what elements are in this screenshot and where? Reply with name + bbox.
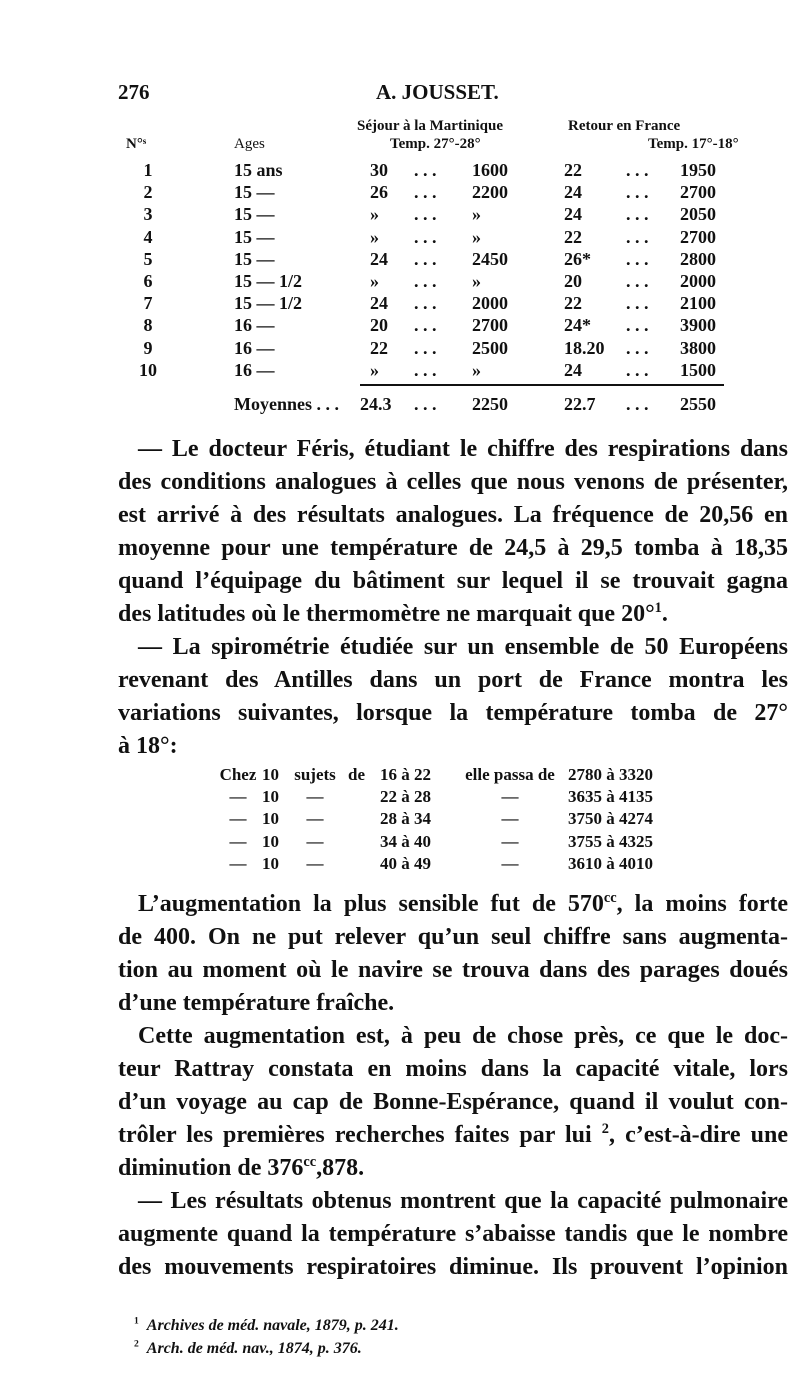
text-line: d’un voyage au cap de Bonne-Espérance, quand il voulut con- [118,1089,788,1115]
table1-cell-s-spiro: 2200 [472,182,508,203]
text-line: moyenne pour une température de 24,5 à 29,5 tomba à 18,35 [118,535,788,561]
text-line: de 400. On ne put relever qu’un seul chiffre sans augmenta- [118,924,788,950]
table2-cell: — [229,853,247,873]
paragraph-feris [118,433,788,631]
table1-cell-no: 1 [143,160,153,180]
table2-cell: Chez [219,765,257,784]
sejour-header: Séjour à la Martinique [357,118,503,134]
leader-dots: . . . [414,315,437,336]
table1-cell-r-spiro: 2800 [680,248,716,269]
text-line: variations suivantes, lorsque la température tomba de 27° [118,700,788,726]
table1-cell-s-spiro: 2500 [472,337,508,358]
moyennes-label: Moyennes . . . [234,394,339,414]
table1-cell-s-resp: 24 [370,293,388,314]
leader-dots: . . . [414,271,437,291]
table1-cell-s-resp: 22 [370,337,388,358]
leader-dots: . . . [414,337,437,358]
table1-cell-r-spiro: 3900 [680,315,716,336]
paragraph-resultats [118,1185,788,1284]
table1-cell-s-spiro: 2000 [472,293,508,314]
text-line: teur Rattray constata en moins dans la capacité vitale, lors [118,1056,788,1082]
text-line: des mouvements respiratoires diminue. Ils prouvent l’opinion [118,1254,788,1280]
text-line: — Les résultats obtenus montrent que la capacité pulmonaire [138,1188,788,1214]
table1-cell-s-spiro: » [472,226,481,247]
table2-cell: — [501,831,519,851]
table1-cell-r-resp: 26* [564,248,591,269]
table1-cell-r-spiro: 1500 [680,359,716,380]
table1-cell-no: 4 [143,226,153,247]
table2-cell: 3635 à 4135 [568,787,653,807]
paragraph-spirometrie [118,631,788,763]
table1-cell-no: 2 [143,182,153,203]
table2-cell: 3755 à 4325 [568,831,653,851]
table1-cell-s-spiro: » [472,271,481,291]
leader-dots: . . . [414,204,437,225]
table1-cell-r-resp: 24 [564,359,582,380]
table1-cell-age: 16 — [234,337,275,358]
table1-cell-r-spiro: 2050 [680,204,716,225]
table1-cell-s-resp: » [370,226,379,247]
text-line: Cette augmentation est, à peu de chose près, ce que le doc- [138,1023,788,1049]
text-line: diminution de $376^{cc},878$. [118,1154,365,1181]
table2-cell: 10 [262,831,279,851]
page-number: 276 [118,80,150,104]
table2-cell: 2780 à 3320 [568,765,653,784]
table1-cell-r-spiro: 3800 [680,337,716,358]
table1-cell-s-resp: 26 [370,182,388,203]
table1-cell-r-spiro: 1950 [680,160,716,180]
leader-dots: . . . [414,226,437,247]
number-column-header: N°ˢ [126,136,147,152]
table1-cell-age: 15 — [234,204,275,225]
table2-cell: — [501,853,519,873]
text-line: augmente quand la température s’abaisse tandis que le nombre [118,1221,788,1247]
table1-cell-r-spiro: 2000 [680,271,716,291]
table2-cell: 16 à 22 [380,765,431,784]
leader-dots: . . . [414,182,437,203]
text-line: d’une température fraîche. [118,990,395,1016]
table1-cell-s-spiro: 1600 [472,160,508,180]
table2-cell: 40 à 49 [380,853,431,873]
table1-cell-r-resp: 22 [564,160,582,180]
leader-dots: . . . [626,226,649,247]
table2-cell: 22 à 28 [380,787,431,807]
running-header-author: A. JOUSSET. [376,80,499,104]
leader-dots: . . . [626,160,649,180]
table2-cell: — [501,787,519,807]
text-line: quand l’équipage du bâtiment sur lequel il se trouvait gagna [118,568,788,594]
table1-cell-s-spiro: » [472,359,481,380]
leader-dots: . . . [626,248,649,269]
table1-cell-r-spiro: 2700 [680,182,716,203]
table1-cell-no: 3 [143,204,153,225]
table1-cell-age: 15 — [234,226,275,247]
table2-cell: — [306,809,324,829]
moyennes-retour-resp: 22.7 [564,394,596,414]
table1-cell-no: 7 [143,293,153,314]
text-line: L’augmentation la plus sensible fut de $570^{cc}$, la moins forte [138,890,788,917]
table1-cell-no: 10 [139,359,157,380]
table1-cell-no: 6 [143,271,153,291]
table2-cell: — [229,809,247,829]
text-line: des latitudes où le thermomètre ne marquait que 20°$^1$. [118,600,668,627]
table2-cell: 34 à 40 [380,831,431,851]
leader-dots: . . . [414,160,437,180]
table1-cell-r-resp: 24* [564,315,591,336]
text-line: — La spirométrie étudiée sur un ensemble de 50 Européens [138,634,788,660]
table1-cell-s-resp: 24 [370,248,388,269]
table2-cell: — [306,831,324,851]
paragraph-augmentation [118,888,788,1020]
leader-dots: . . . [414,359,437,380]
moyennes-sejour-resp: 24.3 [360,394,392,414]
table1-cell-s-spiro: » [472,204,481,225]
table2-cell: — [501,809,519,829]
leader-dots: . . . [626,359,649,380]
table1-cell-r-spiro: 2700 [680,226,716,247]
leader-dots: . . . [414,293,437,314]
table2-cell: 28 à 34 [380,809,431,829]
table1-cell-age: 16 — [234,359,275,380]
moyennes-dots: . . . [626,394,649,414]
leader-dots: . . . [626,315,649,336]
retour-header: Retour en France [568,118,681,134]
table2-cell: elle passa de [465,765,555,784]
table2-cell: sujets [294,765,336,784]
table2-cell: — [306,787,324,807]
leader-dots: . . . [626,337,649,358]
ages-column-header: Ages [234,136,265,152]
table1-cell-s-spiro: 2700 [472,315,508,336]
table1-cell-s-resp: » [370,359,379,380]
retour-temp-header: Temp. 17°-18° [648,136,739,152]
text-line: des conditions analogues à celles que nous venons de présenter, [118,469,788,495]
text-line: à 18°: [118,733,178,759]
table1-cell-r-resp: 22 [564,226,582,247]
text-line: trôler les premières recherches faites par lui $^2$, c’est-à-dire une [118,1121,788,1148]
table1-cell-s-resp: 30 [370,160,388,180]
text-line: revenant des Antilles dans un port de France montra les [118,667,788,693]
paragraph-rattray [118,1020,788,1185]
footnote-ref: 1 [654,600,662,616]
table1-cell-s-resp: 20 [370,315,388,336]
table1-cell-no: 9 [143,337,153,358]
text-line: tion au moment où le navire se trouva dans des parages doués [118,957,788,983]
table1-cell-r-spiro: 2100 [680,293,716,314]
leader-dots: . . . [626,182,649,203]
sejour-temp-header: Temp. 27°-28° [390,136,481,152]
table2-cell: 10 [262,787,279,807]
table1-cell-r-resp: 24 [564,182,582,203]
table1-cell-no: 8 [143,315,153,336]
table1-cell-s-spiro: 2450 [472,248,508,269]
table1-cell-age: 15 ans [234,160,283,180]
table1-cell-r-resp: 22 [564,293,582,314]
table-rule [360,384,724,386]
footnote-ref: 2 [601,1121,609,1137]
text-line: — Le docteur Féris, étudiant le chiffre des respirations dans [138,436,788,462]
table1-cell-r-resp: 20 [564,271,582,291]
table2-cell: 10 [262,809,279,829]
footnote-1: $^1$ Archives de méd. navale, 1879, p. 241. [134,1315,399,1334]
table2-cell: 10 [262,853,279,873]
table1-cell-age: 15 — [234,248,275,269]
table1-cell-age: 15 — 1/2 [234,293,303,314]
table2-cell: — [229,787,247,807]
table2-cell: 3610 à 4010 [568,853,653,873]
table1-cell-no: 5 [143,248,153,269]
table1-cell-s-resp: » [370,271,379,291]
table1-cell-r-resp: 18.20 [564,337,605,358]
text-line: est arrivé à des résultats analogues. La fréquence de 20,56 en [118,502,788,528]
moyennes-sejour-spiro: 2250 [472,394,508,414]
moyennes-dots: . . . [414,394,437,414]
table2-cell: de [348,765,365,784]
leader-dots: . . . [626,204,649,225]
table1-cell-age: 16 — [234,315,275,336]
table1-cell-age: 15 — 1/2 [234,271,303,291]
leader-dots: . . . [626,271,649,291]
table2-cell: — [229,831,247,851]
table2-cell: 3750 à 4274 [568,809,653,829]
table2-cell: — [306,853,324,873]
leader-dots: . . . [626,293,649,314]
table1-cell-age: 15 — [234,182,275,203]
leader-dots: . . . [414,248,437,269]
table1-cell-s-resp: » [370,204,379,225]
moyennes-retour-spiro: 2550 [680,394,716,414]
table2-cell: 10 [262,765,279,784]
table1-cell-r-resp: 24 [564,204,582,225]
footnote-2: $^2$ Arch. de méd. nav., 1874, p. 376. [134,1338,362,1357]
